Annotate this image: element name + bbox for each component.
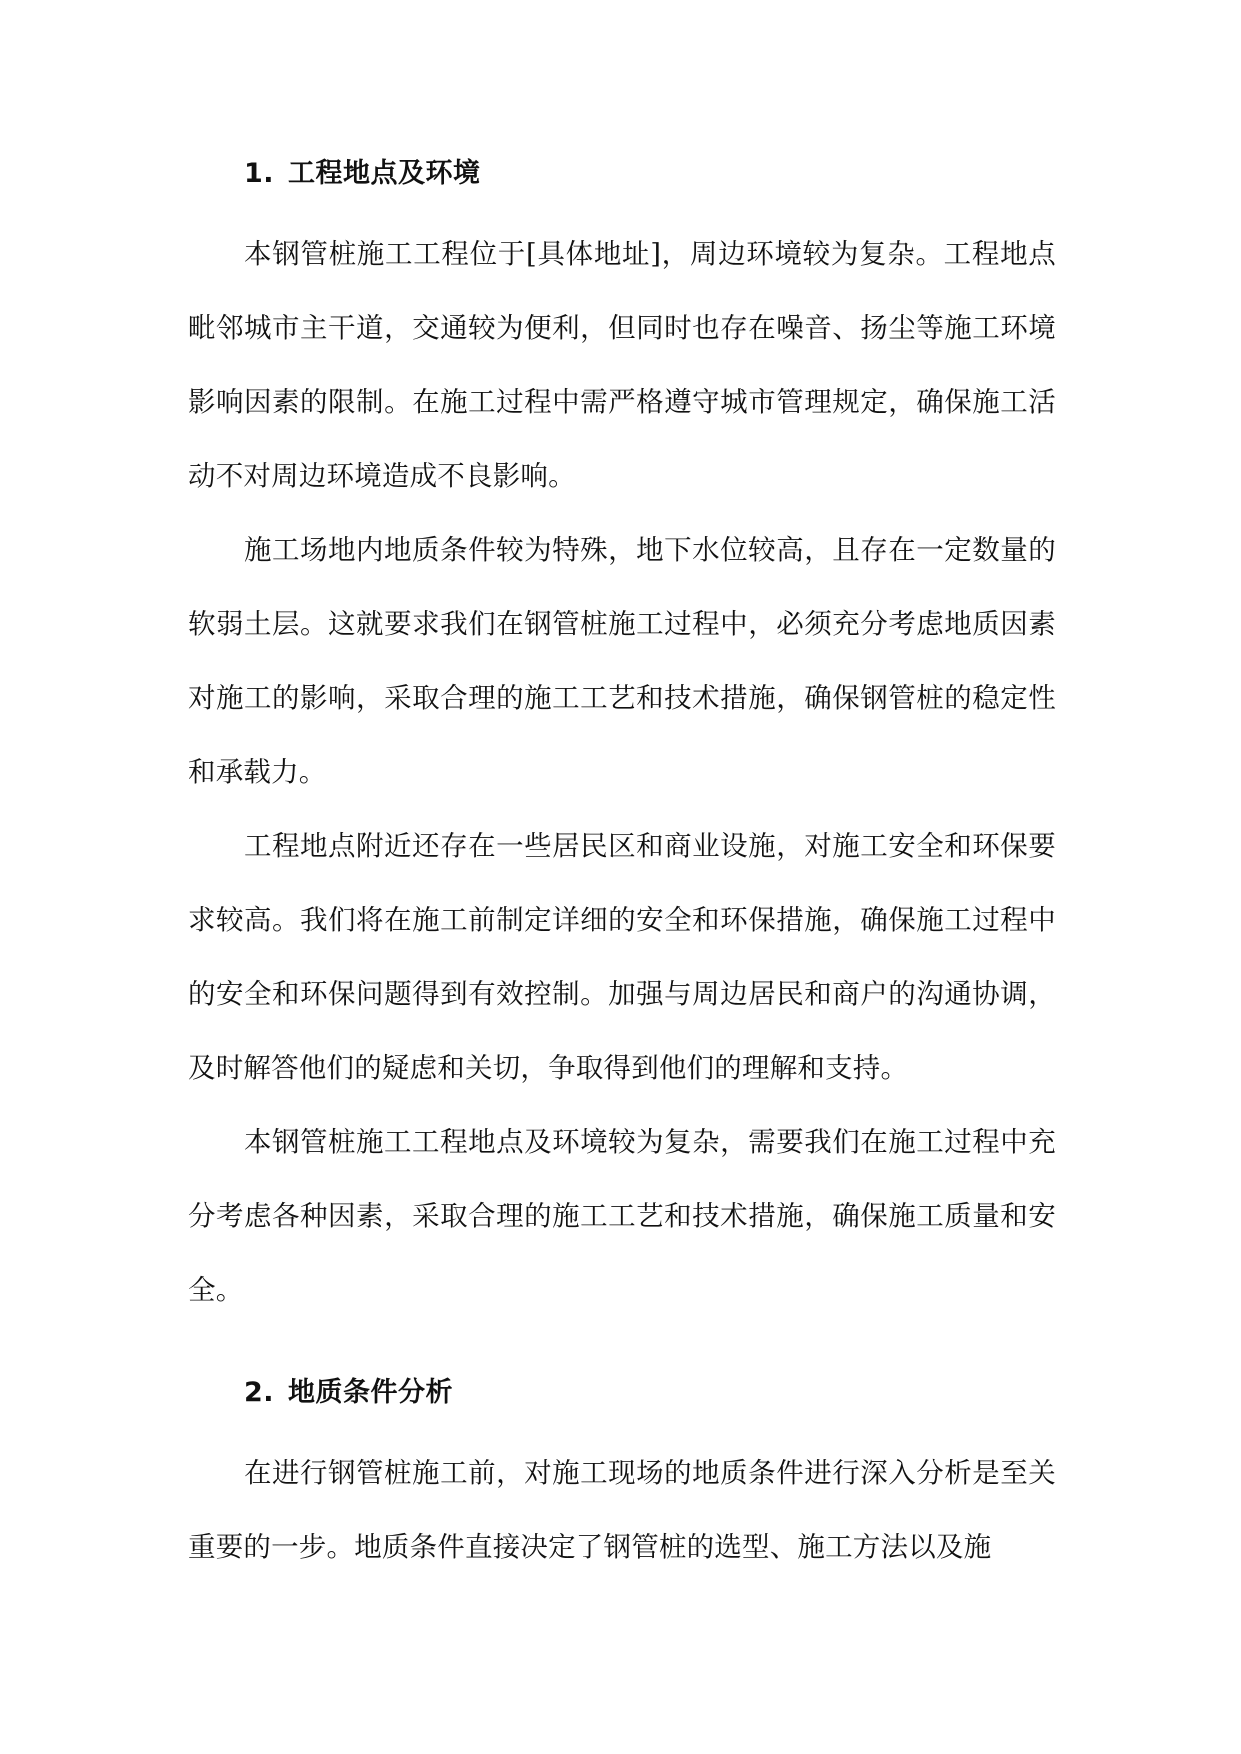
paragraph: 在进行钢管桩施工前，对施工现场的地质条件进行深入分析是至关重要的一步。地质条件直接决定了钢管桩的选型、施工方法以及施 <box>188 1457 1056 1563</box>
section-heading-1 <box>188 143 1056 205</box>
paragraph: 本钢管桩施工工程地点及环境较为复杂，需要我们在施工过程中充分考虑各种因素，采取合理的施工工艺和技术措施，确保施工质量和安全。 <box>188 1126 1056 1306</box>
paragraph: 工程地点附近还存在一些居民区和商业设施，对施工安全和环保要求较高。我们将在施工前制定详细的安全和环保措施，确保施工过程中的安全和环保问题得到有效控制。加强与周边居民和商户的沟通协调，及时解答他们的疑虑和关切，争取得到他们的理解和支持。 <box>188 830 1056 1084</box>
section-title: 工程地点及环境 <box>288 158 481 189</box>
document-body <box>188 143 1056 1584</box>
section-title: 地质条件分析 <box>288 1377 454 1408</box>
section-heading-2 <box>188 1362 1056 1424</box>
paragraph: 施工场地内地质条件较为特殊，地下水位较高，且存在一定数量的软弱土层。这就要求我们在钢管桩施工过程中，必须充分考虑地质因素对施工的影响，采取合理的施工工艺和技术措施，确保钢管桩的稳定性和承载力。 <box>188 534 1056 788</box>
section-number: 2. <box>244 1377 275 1408</box>
section-spacer <box>188 1327 1056 1362</box>
section-number: 1. <box>244 158 275 189</box>
paragraph: 本钢管桩施工工程位于[具体地址]，周边环境较为复杂。工程地点毗邻城市主干道，交通较为便利，但同时也存在噪音、扬尘等施工环境影响因素的限制。在施工过程中需严格遵守城市管理规定，确保施工活动不对周边环境造成不良影响。 <box>188 238 1056 492</box>
